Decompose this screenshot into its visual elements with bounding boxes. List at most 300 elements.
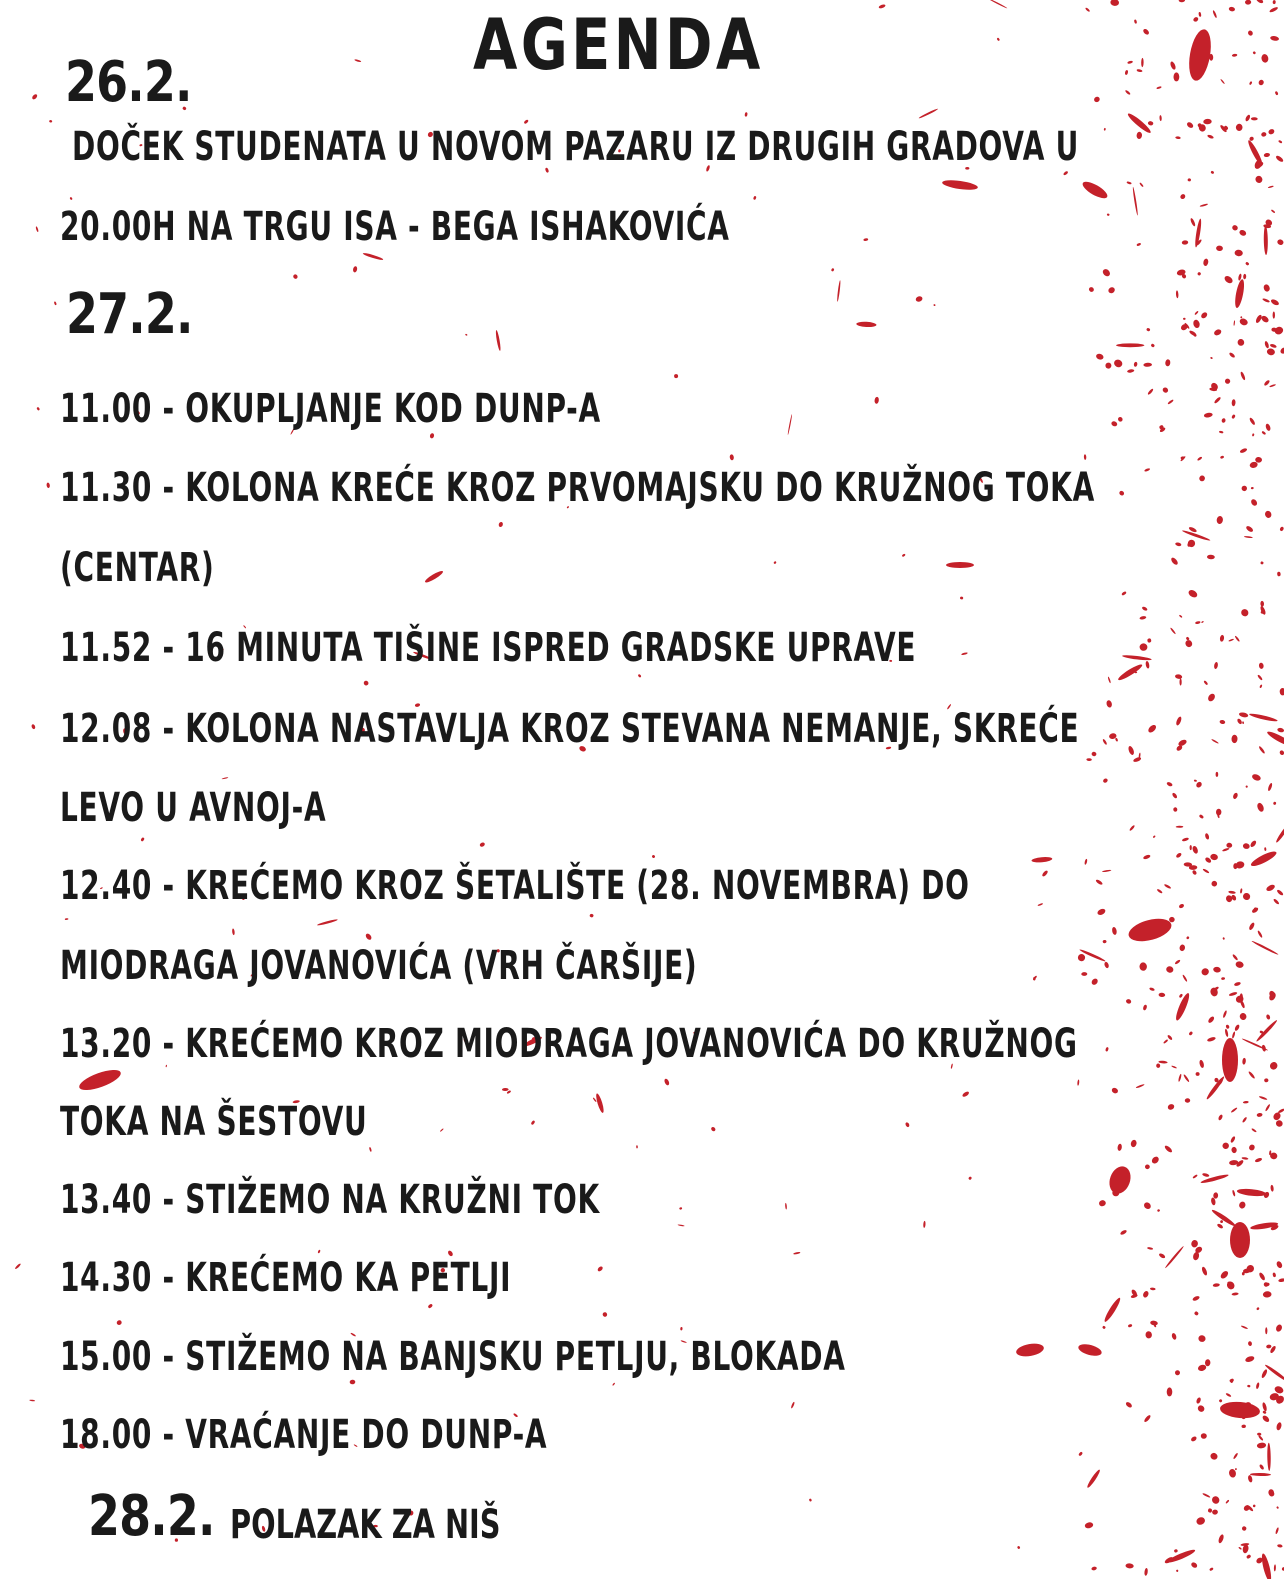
- paint-speck: [1200, 203, 1209, 207]
- paint-speck: [1106, 700, 1113, 709]
- paint-speck: [1187, 178, 1191, 181]
- paint-speck: [1255, 457, 1262, 463]
- paint-speck: [1232, 399, 1236, 406]
- paint-speck: [1139, 182, 1144, 187]
- paint-speck: [1219, 431, 1224, 434]
- paint-speck: [1231, 224, 1238, 231]
- paint-speck: [1264, 847, 1266, 851]
- paint-speck: [1178, 903, 1184, 909]
- paint-speck: [1279, 526, 1284, 531]
- paint-speck: [1197, 272, 1202, 277]
- paint-speck: [1117, 1143, 1122, 1151]
- paint-speck: [354, 59, 361, 63]
- paint-speck: [1192, 870, 1198, 876]
- paint-speck: [1101, 268, 1111, 278]
- paint-speck: [54, 301, 57, 305]
- paint-speck: [1212, 1509, 1219, 1515]
- paint-speck: [638, 674, 642, 678]
- paint-speck: [1201, 621, 1204, 624]
- paint-speck: [1207, 1016, 1215, 1024]
- paint-speck: [1198, 12, 1201, 17]
- paint-speck: [1145, 1164, 1150, 1169]
- paint-speck: [1201, 1433, 1207, 1439]
- paint-speck: [502, 1088, 509, 1091]
- paint-speck: [1240, 371, 1246, 380]
- paint-speck: [1080, 179, 1109, 202]
- paint-speck: [988, 0, 1008, 9]
- paint-speck: [1175, 1370, 1180, 1375]
- paint-speck: [1272, 1111, 1282, 1121]
- paint-speck: [1236, 124, 1243, 132]
- paint-speck: [1190, 1435, 1197, 1442]
- paint-speck: [1091, 751, 1097, 756]
- paint-speck: [1179, 0, 1186, 3]
- paint-speck: [1230, 1107, 1237, 1113]
- paint-speck: [1179, 615, 1183, 619]
- paint-speck: [1248, 922, 1255, 931]
- paint-speck: [1248, 1143, 1256, 1151]
- paint-speck: [1122, 654, 1152, 661]
- paint-speck: [1102, 1325, 1106, 1329]
- paint-speck: [1147, 388, 1154, 395]
- paint-speck: [1268, 128, 1276, 135]
- paint-speck: [1236, 718, 1242, 725]
- paint-speck: [1249, 840, 1257, 848]
- paint-speck: [1240, 888, 1243, 893]
- paint-speck: [968, 1176, 972, 1180]
- paint-speck: [1222, 1010, 1227, 1018]
- paint-speck: [1202, 1173, 1210, 1178]
- paint-speck: [1273, 801, 1277, 805]
- paint-speck: [874, 397, 879, 405]
- paint-speck: [1232, 1190, 1236, 1197]
- paint-speck: [1198, 474, 1206, 482]
- paint-speck: [232, 928, 235, 935]
- paint-speck: [1261, 1414, 1270, 1423]
- paint-speck: [363, 680, 370, 687]
- paint-speck: [1249, 417, 1256, 426]
- paint-speck: [1136, 243, 1141, 247]
- paint-speck: [1156, 86, 1162, 90]
- paint-speck: [680, 1327, 683, 1331]
- paint-speck: [1213, 328, 1222, 336]
- paint-speck: [1225, 1280, 1236, 1291]
- paint-speck: [1251, 487, 1254, 489]
- paint-speck: [1275, 1119, 1284, 1128]
- paint-speck: [29, 1399, 35, 1401]
- paint-speck: [1243, 1504, 1251, 1512]
- paint-speck: [1276, 1422, 1283, 1431]
- paint-speck: [1267, 1443, 1271, 1471]
- paint-speck: [1144, 1568, 1148, 1576]
- paint-speck: [1136, 132, 1142, 140]
- paint-speck: [1277, 572, 1281, 577]
- paint-speck: [1255, 1019, 1278, 1043]
- paint-speck: [710, 1126, 716, 1132]
- paint-speck: [1192, 1174, 1198, 1179]
- paint-speck: [1214, 396, 1222, 404]
- paint-speck: [1105, 1047, 1109, 1052]
- paint-speck: [1125, 1563, 1134, 1569]
- paint-speck: [1174, 959, 1181, 965]
- paint-speck: [1203, 258, 1209, 266]
- paint-speck: [1260, 1553, 1273, 1579]
- paint-speck: [1218, 1114, 1224, 1121]
- paint-speck: [1207, 692, 1217, 702]
- paint-speck: [1125, 89, 1131, 95]
- paint-speck: [1256, 1307, 1260, 1311]
- paint-speck: [1231, 1292, 1238, 1296]
- paint-speck: [1142, 1290, 1149, 1298]
- paint-speck: [1095, 879, 1103, 886]
- paint-speck: [636, 1145, 638, 1148]
- paint-speck: [1242, 1117, 1248, 1124]
- paint-speck: [729, 454, 734, 461]
- paint-speck: [14, 1263, 21, 1270]
- paint-speck: [1139, 643, 1147, 651]
- paint-speck: [1180, 678, 1182, 685]
- paint-speck: [1241, 1157, 1248, 1160]
- paint-speck: [1225, 1024, 1229, 1029]
- paint-speck: [1269, 1061, 1279, 1071]
- paint-speck: [1276, 889, 1284, 896]
- paint-speck: [1235, 961, 1244, 969]
- paint-speck: [1120, 1229, 1128, 1235]
- paint-speck: [1200, 967, 1210, 976]
- paint-speck: [1258, 662, 1264, 669]
- paint-speck: [1270, 35, 1279, 41]
- paint-speck: [1260, 561, 1264, 565]
- paint-speck: [1133, 756, 1142, 762]
- day1-line-1: DOČEK STUDENATA U NOVOM PAZARU IZ DRUGIH GRADOVA U: [72, 124, 1080, 170]
- paint-speck: [1213, 1283, 1220, 1287]
- paint-speck: [429, 433, 434, 439]
- paint-speck: [1224, 1029, 1228, 1038]
- paint-speck: [1226, 843, 1232, 848]
- paint-speck: [1169, 917, 1175, 922]
- paint-speck: [495, 330, 501, 351]
- paint-speck: [961, 652, 968, 656]
- paint-speck: [1262, 1402, 1268, 1412]
- paint-speck: [1249, 849, 1278, 868]
- paint-speck: [1263, 152, 1270, 157]
- paint-speck: [1015, 1342, 1045, 1359]
- paint-speck: [1252, 433, 1255, 436]
- paint-speck: [1107, 213, 1110, 216]
- paint-speck: [1199, 1059, 1205, 1068]
- paint-speck: [1203, 119, 1212, 125]
- paint-speck: [1279, 346, 1284, 355]
- paint-speck: [1192, 16, 1199, 22]
- paint-speck: [31, 724, 36, 730]
- paint-speck: [1249, 712, 1278, 722]
- paint-speck: [1077, 1079, 1079, 1085]
- paint-speck: [1081, 972, 1087, 976]
- paint-speck: [785, 1203, 787, 1210]
- paint-speck: [1179, 993, 1184, 998]
- paint-speck: [1167, 1034, 1173, 1040]
- paint-speck: [1240, 316, 1243, 319]
- paint-speck: [365, 933, 373, 941]
- paint-speck: [1141, 58, 1144, 67]
- paint-speck: [1200, 311, 1208, 319]
- paint-speck: [1240, 993, 1243, 1000]
- schedule-line: LEVO U AVNOJ-A: [60, 785, 327, 831]
- paint-speck: [1228, 6, 1235, 12]
- paint-speck: [878, 4, 886, 9]
- paint-speck: [1113, 358, 1124, 368]
- paint-speck: [1143, 1414, 1151, 1423]
- paint-speck: [1245, 114, 1251, 122]
- paint-speck: [1195, 1516, 1206, 1526]
- paint-speck: [1139, 962, 1147, 971]
- paint-speck: [1278, 140, 1283, 144]
- paint-speck: [1111, 420, 1118, 427]
- paint-speck: [1233, 320, 1235, 326]
- paint-speck: [1197, 1364, 1207, 1372]
- paint-speck: [1254, 175, 1264, 185]
- paint-speck: [1187, 588, 1198, 598]
- paint-speck: [49, 120, 52, 123]
- paint-speck: [1182, 974, 1188, 982]
- paint-speck: [1229, 352, 1236, 359]
- paint-speck: [1185, 1098, 1191, 1103]
- paint-speck: [1179, 944, 1186, 952]
- paint-speck: [1175, 136, 1181, 139]
- paint-speck: [1279, 688, 1284, 696]
- paint-speck: [1241, 1325, 1249, 1330]
- paint-speck: [677, 1224, 684, 1226]
- paint-speck: [1264, 510, 1272, 519]
- paint-speck: [1171, 792, 1177, 799]
- paint-speck: [664, 1078, 671, 1086]
- paint-speck: [479, 842, 485, 848]
- paint-speck: [593, 1097, 597, 1102]
- paint-speck: [612, 1382, 615, 1386]
- paint-speck: [1195, 781, 1203, 789]
- paint-speck: [1243, 1101, 1249, 1104]
- paint-speck: [1176, 826, 1184, 828]
- paint-speck: [1219, 720, 1225, 725]
- paint-speck: [960, 596, 964, 599]
- paint-speck: [1261, 132, 1267, 138]
- paint-speck: [1234, 1024, 1240, 1032]
- paint-speck: [1246, 139, 1264, 167]
- paint-speck: [1250, 498, 1258, 507]
- paint-speck: [1238, 229, 1247, 237]
- paint-speck: [1186, 636, 1190, 640]
- paint-speck: [1091, 1566, 1097, 1571]
- paint-speck: [1084, 1522, 1093, 1530]
- paint-speck: [1259, 1096, 1268, 1101]
- date-day-1: 26.2.: [65, 50, 192, 115]
- paint-speck: [1225, 1393, 1231, 1398]
- paint-speck: [1210, 853, 1219, 861]
- paint-speck: [1258, 746, 1265, 755]
- paint-speck: [1232, 54, 1238, 58]
- paint-speck: [1247, 1385, 1251, 1388]
- paint-speck: [1202, 868, 1209, 874]
- paint-speck: [1257, 1442, 1267, 1449]
- paint-speck: [1232, 954, 1239, 961]
- paint-speck: [1210, 357, 1213, 359]
- paint-speck: [1190, 1561, 1198, 1569]
- paint-speck: [1159, 115, 1162, 121]
- paint-speck: [1086, 1469, 1101, 1489]
- paint-speck: [1147, 638, 1152, 643]
- paint-speck: [1170, 627, 1176, 634]
- paint-speck: [1129, 825, 1135, 832]
- paint-speck: [1276, 1506, 1279, 1509]
- paint-speck: [1076, 953, 1086, 963]
- paint-speck: [1184, 639, 1194, 649]
- paint-speck: [1084, 454, 1087, 460]
- paint-speck: [1171, 1333, 1177, 1341]
- paint-speck: [1258, 1272, 1266, 1281]
- schedule-line: 12.40 - KREĆEMO KROZ ŠETALIŠTE (28. NOVEMBRA) DO: [60, 863, 970, 909]
- paint-speck: [1190, 845, 1192, 850]
- paint-speck: [1146, 327, 1151, 331]
- paint-speck: [1125, 1401, 1133, 1409]
- paint-speck: [651, 854, 655, 858]
- paint-speck: [1240, 608, 1250, 618]
- paint-speck: [1142, 28, 1150, 36]
- paint-speck: [222, 777, 229, 780]
- paint-speck: [350, 1380, 356, 1385]
- paint-speck: [1095, 353, 1104, 361]
- paint-speck: [1111, 1087, 1119, 1095]
- paint-speck: [1257, 1433, 1261, 1436]
- date-day-3: 28.2.: [88, 1484, 215, 1549]
- paint-speck: [1239, 712, 1249, 718]
- paint-speck: [1228, 890, 1236, 894]
- paint-speck: [1245, 0, 1251, 5]
- paint-speck: [1247, 1475, 1253, 1483]
- paint-speck: [1179, 193, 1186, 200]
- paint-speck: [1190, 218, 1196, 227]
- paint-speck: [1232, 792, 1238, 800]
- paint-speck: [1139, 616, 1146, 621]
- paint-speck: [1224, 378, 1231, 385]
- paint-speck: [1234, 635, 1240, 642]
- paint-speck: [1204, 833, 1209, 840]
- schedule-line: 13.20 - KREĆEMO KROZ MIODRAGA JOVANOVIĆA DO KRUŽNOG: [60, 1021, 1078, 1067]
- paint-speck: [1270, 298, 1280, 306]
- paint-speck: [1216, 516, 1223, 525]
- paint-speck: [1186, 121, 1194, 129]
- paint-speck: [1174, 1549, 1179, 1553]
- paint-speck: [1104, 961, 1110, 968]
- paint-speck: [1222, 937, 1225, 940]
- paint-speck: [1198, 1334, 1207, 1342]
- paint-speck: [46, 482, 50, 488]
- paint-speck: [1246, 1554, 1252, 1559]
- paint-speck: [1248, 1071, 1256, 1080]
- paint-speck: [1147, 724, 1158, 734]
- paint-speck: [1263, 379, 1270, 386]
- paint-speck: [1240, 1543, 1249, 1547]
- paint-speck: [1031, 856, 1052, 863]
- paint-speck: [1158, 1060, 1167, 1063]
- date-day-2: 27.2.: [66, 282, 193, 347]
- schedule-line: (CENTAR): [60, 545, 215, 591]
- paint-speck: [1194, 311, 1199, 316]
- paint-speck: [1148, 121, 1154, 126]
- paint-speck: [1127, 369, 1135, 373]
- paint-speck: [1143, 854, 1151, 860]
- paint-speck: [1276, 1260, 1284, 1269]
- paint-speck: [1221, 1141, 1230, 1150]
- paint-speck: [1238, 1547, 1242, 1551]
- paint-speck: [1238, 1201, 1246, 1210]
- paint-speck: [1266, 729, 1284, 748]
- paint-speck: [902, 553, 906, 557]
- paint-speck: [31, 93, 38, 100]
- paint-speck: [1268, 185, 1274, 188]
- paint-speck: [1260, 601, 1264, 607]
- paint-speck: [1178, 1074, 1182, 1082]
- paint-speck: [1256, 1382, 1260, 1389]
- paint-speck: [1263, 1291, 1272, 1298]
- paint-speck: [1219, 1400, 1260, 1419]
- paint-speck: [1213, 966, 1221, 973]
- paint-speck: [1241, 1424, 1246, 1428]
- paint-speck: [1041, 870, 1048, 878]
- paint-speck: [1239, 317, 1249, 326]
- paint-speck: [1219, 1270, 1229, 1280]
- paint-speck: [831, 268, 835, 272]
- paint-speck: [1228, 638, 1234, 642]
- paint-speck: [1241, 485, 1248, 492]
- paint-speck: [1182, 837, 1190, 842]
- paint-speck: [1170, 557, 1179, 566]
- paint-speck: [1063, 170, 1069, 175]
- paint-speck: [1126, 181, 1131, 185]
- paint-speck: [1203, 680, 1208, 685]
- paint-speck: [1276, 239, 1284, 246]
- paint-speck: [1194, 1311, 1199, 1316]
- schedule-line: 12.08 - KOLONA NASTAVLJA KROZ STEVANA NEMANJE, SKREĆE: [60, 706, 1080, 752]
- paint-speck: [1077, 1342, 1103, 1358]
- paint-speck: [1167, 1103, 1175, 1111]
- paint-speck: [791, 1401, 796, 1408]
- paint-speck: [1242, 1058, 1246, 1065]
- paint-speck: [1162, 386, 1170, 393]
- paint-speck: [1235, 1468, 1237, 1470]
- paint-speck: [1207, 1036, 1216, 1042]
- paint-speck: [856, 321, 876, 327]
- paint-speck: [1133, 362, 1137, 368]
- paint-speck: [1266, 348, 1275, 356]
- paint-speck: [1220, 1220, 1223, 1223]
- paint-speck: [1219, 635, 1224, 642]
- paint-speck: [1147, 1247, 1153, 1250]
- paint-speck: [1262, 298, 1270, 303]
- paint-speck: [1175, 852, 1182, 859]
- paint-speck: [1256, 802, 1265, 813]
- paint-speck: [77, 1066, 123, 1094]
- paint-speck: [1211, 739, 1219, 744]
- paint-speck: [1167, 1548, 1197, 1565]
- paint-speck: [1242, 892, 1252, 902]
- paint-speck: [1273, 312, 1275, 319]
- paint-speck: [1188, 1031, 1193, 1036]
- paint-speck: [1110, 0, 1119, 6]
- paint-speck: [1245, 785, 1248, 788]
- paint-speck: [1249, 81, 1253, 85]
- paint-speck: [1265, 1104, 1271, 1112]
- paint-speck: [1212, 10, 1217, 18]
